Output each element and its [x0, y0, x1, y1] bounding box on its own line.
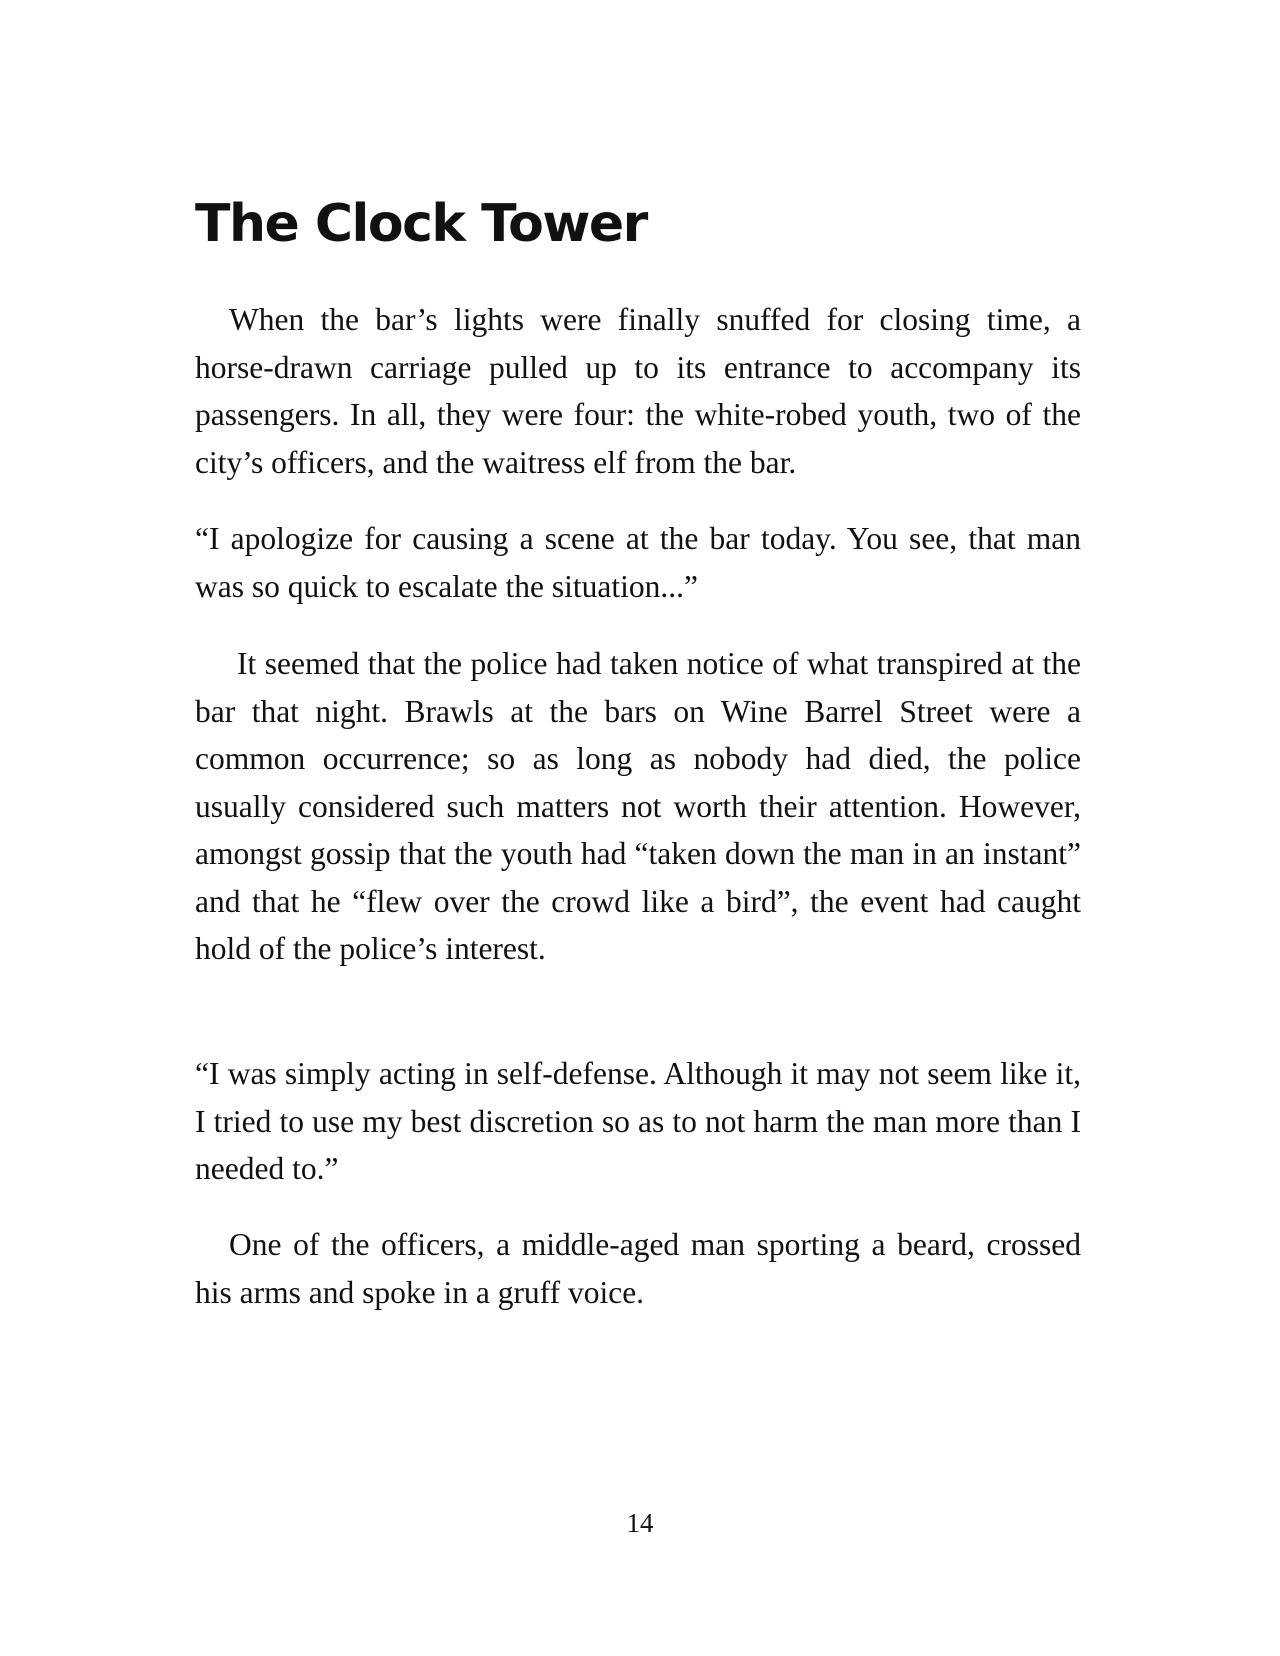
paragraph-officer-response: One of the officers, a middle-aged man sporting a beard, crossed his arms and spoke in a gruff voice. — [195, 1227, 1081, 1310]
page-number: 14 — [626, 1508, 654, 1538]
paragraph-apology-dialogue: “I apologize for causing a scene at the bar today. You see, that man was so quick to escalate the situation...” — [195, 521, 1081, 604]
paragraph-self-defense-dialogue: “I was simply acting in self-defense. Although it may not seem like it, I tried to use my best discretion so as to not harm the man more than I needed to.” — [195, 1056, 1081, 1186]
chapter-title: The Clock Tower — [195, 194, 647, 254]
paragraph-police-interest: It seemed that the police had taken notice of what transpired at the bar that night. Brawls at the bars on Wine Barrel Street were a common occurrence; so as long as nobody had died, the police usually considered such matters not worth their attention. However, amongst gossip that the youth had “taken down the man in an instant” and that he “flew over the crowd like a bird”, the event had caught hold of the police’s interest. — [195, 646, 1081, 966]
paragraph-carriage-arrival: When the bar’s lights were finally snuffed for closing time, a horse-drawn carriage pulled up to its entrance to accompany its passengers. In all, they were four: the white-robed youth, two of the city’s officers, and the waitress elf from the bar. — [195, 302, 1081, 480]
